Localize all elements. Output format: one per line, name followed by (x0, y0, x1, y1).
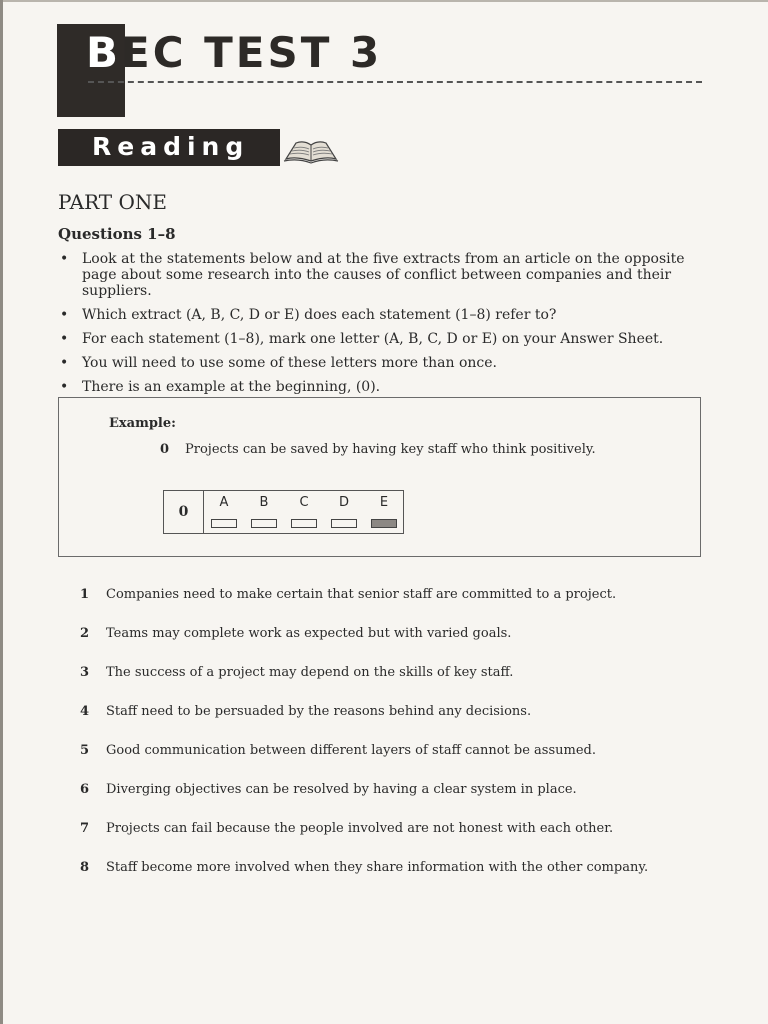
answer-option-letter: D (338, 495, 349, 510)
statement-number: 6 (80, 782, 90, 797)
answer-option-box[interactable] (211, 519, 237, 528)
section-label: Reading (92, 132, 250, 161)
part-heading: PART ONE (58, 190, 167, 214)
answer-option-letter: B (259, 495, 269, 510)
instruction-item: • You will need to use some of these letters more than once. (58, 355, 718, 371)
example-box (58, 397, 701, 557)
questions-heading: Questions 1–8 (58, 225, 176, 243)
test-title (86, 30, 382, 76)
answer-option-box[interactable] (251, 519, 277, 528)
statement-number: 7 (80, 821, 90, 836)
statement-number: 8 (80, 860, 90, 875)
example-number: 0 (160, 442, 170, 457)
statement-number: 3 (80, 665, 90, 680)
instruction-item: • For each statement (1–8), mark one letter (A, B, C, D or E) on your Answer Sheet. (58, 331, 718, 347)
statement-text: The success of a project may depend on the skills of key staff. (106, 665, 514, 680)
example-statement: Projects can be saved by having key staff who think positively. (185, 442, 596, 457)
answer-option-e[interactable] (370, 495, 398, 528)
open-book-icon (282, 137, 340, 165)
answer-option-box-selected[interactable] (371, 519, 397, 528)
instruction-item: • Which extract (A, B, C, D or E) does each statement (1–8) refer to? (58, 307, 718, 323)
answer-option-c[interactable] (290, 495, 318, 528)
test-title-first-letter: B (86, 28, 122, 77)
statement-number: 1 (80, 587, 90, 602)
statement-number: 4 (80, 704, 90, 719)
statement-text: Teams may complete work as expected but with varied goals. (106, 626, 512, 641)
instruction-item: • There is an example at the beginning, (0). (58, 379, 718, 395)
answer-option-d[interactable] (330, 495, 358, 528)
answer-option-letter: C (299, 495, 309, 510)
instruction-item: • Look at the statements below and at the five extracts from an article on the opposite page about some research into the causes of conflict between companies and their suppliers. (58, 251, 718, 299)
statement-number: 5 (80, 743, 90, 758)
answer-option-letter: A (219, 495, 229, 510)
statement-text: Good communication between different layers of staff cannot be assumed. (106, 743, 597, 758)
instructions-list (58, 251, 718, 403)
answer-option-box[interactable] (331, 519, 357, 528)
statement-text: Projects can fail because the people involved are not honest with each other. (106, 821, 614, 836)
statement-text: Staff become more involved when they share information with the other company. (106, 860, 649, 875)
answer-option-b[interactable] (250, 495, 278, 528)
test-title-rest: EC TEST 3 (121, 28, 383, 77)
statement-text: Staff need to be persuaded by the reasons behind any decisions. (106, 704, 532, 719)
answer-option-box[interactable] (291, 519, 317, 528)
page-edge-left (0, 0, 3, 1024)
statement-text: Companies need to make certain that senior staff are committed to a project. (106, 587, 617, 602)
header-divider (88, 81, 702, 83)
statement-number: 2 (80, 626, 90, 641)
answer-option-letter: E (379, 495, 389, 510)
example-label: Example: (109, 416, 176, 431)
answer-grid-number: 0 (164, 491, 204, 533)
page-edge-top (0, 0, 768, 2)
answer-option-a[interactable] (210, 495, 238, 528)
statement-text: Diverging objectives can be resolved by having a clear system in place. (106, 782, 577, 797)
example-answer-grid (163, 490, 404, 534)
